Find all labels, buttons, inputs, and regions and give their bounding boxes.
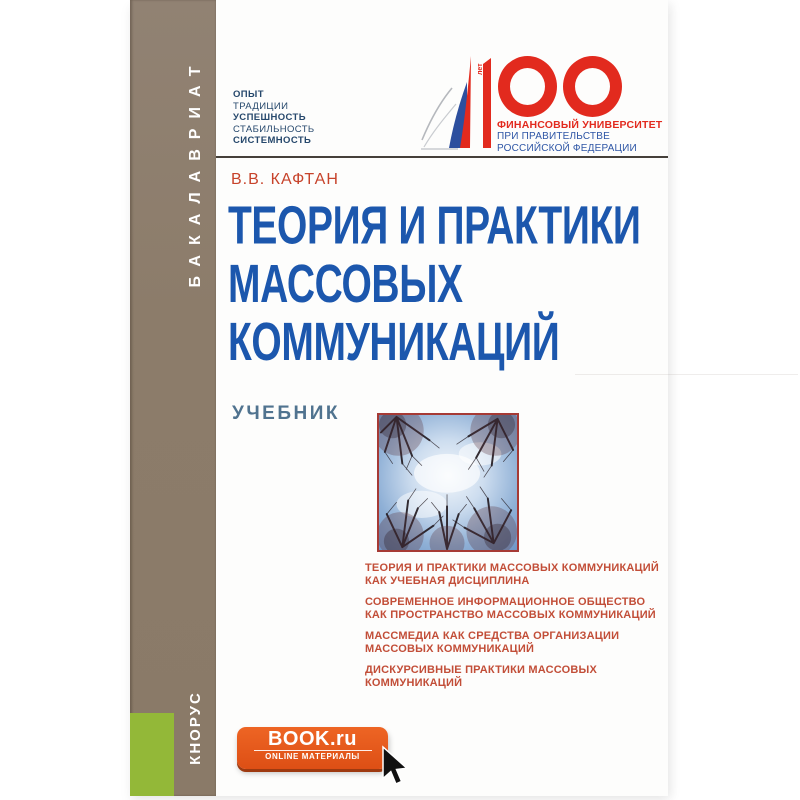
book-title — [228, 196, 712, 371]
cover-photo-trees — [377, 413, 519, 552]
topic-line: ТЕОРИЯ И ПРАКТИКИ МАССОВЫХ КОММУНИКАЦИЙ — [365, 562, 659, 574]
topic-line: МАССМЕДИА КАК СРЕДСТВА ОРГАНИЗАЦИИ — [365, 630, 620, 643]
series-label-vertical: БАКАЛАВРИАТ — [187, 56, 204, 288]
value-line: УСПЕШНОСТЬ — [233, 112, 306, 123]
university-name-block — [497, 120, 667, 154]
book-title-line: ТЕОРИЯ И ПРАКТИКИ — [228, 194, 641, 256]
university-name-line: РОССИЙСКОЙ ФЕДЕРАЦИИ — [497, 142, 637, 154]
bookru-title: BOOK.ru — [267, 728, 358, 750]
header-divider — [216, 156, 668, 158]
university-values-block — [233, 89, 315, 147]
topic-line: КАК УЧЕБНАЯ ДИСЦИПЛИНА — [365, 574, 530, 587]
topic-line: КАК ПРОСТРАНСТВО МАССОВЫХ КОММУНИКАЦИЙ — [365, 608, 656, 621]
anniversary-unit-label: лет — [477, 63, 484, 75]
topic-item — [365, 664, 675, 690]
bookru-subtitle: ONLINE МАТЕРИАЛЫ — [265, 752, 360, 761]
anniversary-zero-ring — [563, 56, 622, 117]
book-title-line: КОММУНИКАЦИЙ — [228, 311, 560, 373]
university-emblem-icon — [420, 52, 496, 154]
cursor-icon — [377, 745, 413, 791]
topic-line: ДИСКУРСИВНЫЕ ПРАКТИКИ МАССОВЫХ — [365, 664, 598, 677]
value-line: ТРАДИЦИИ — [233, 100, 289, 112]
topic-line: КОММУНИКАЦИЙ — [365, 677, 463, 690]
topics-list — [365, 562, 675, 698]
topic-line: СОВРЕМЕННОЕ ИНФОРМАЦИОННОЕ ОБЩЕСТВО — [365, 596, 646, 609]
bookru-badge — [237, 727, 388, 769]
cover-crease — [575, 374, 798, 375]
value-line: СТАБИЛЬНОСТЬ — [233, 123, 315, 135]
author-name: В.В. КАФТАН — [231, 171, 339, 188]
book-type-label: УЧЕБНИК — [232, 403, 340, 424]
value-line: ОПЫТ — [233, 89, 264, 100]
topic-line: МАССОВЫХ КОММУНИКАЦИЙ — [365, 642, 535, 655]
value-line: СИСТЕМНОСТЬ — [233, 135, 312, 146]
topic-item — [365, 596, 675, 622]
topic-item — [365, 562, 675, 588]
anniversary-zero-ring — [498, 56, 557, 117]
book-title-line: МАССОВЫХ — [228, 253, 463, 314]
publisher-name-vertical: КНОРУС — [187, 691, 204, 765]
university-name-line: ФИНАНСОВЫЙ УНИВЕРСИТЕТ — [497, 119, 663, 131]
publisher-green-block — [130, 713, 174, 796]
university-name-line: ПРИ ПРАВИТЕЛЬСТВЕ — [497, 131, 610, 143]
topic-item — [365, 630, 675, 656]
